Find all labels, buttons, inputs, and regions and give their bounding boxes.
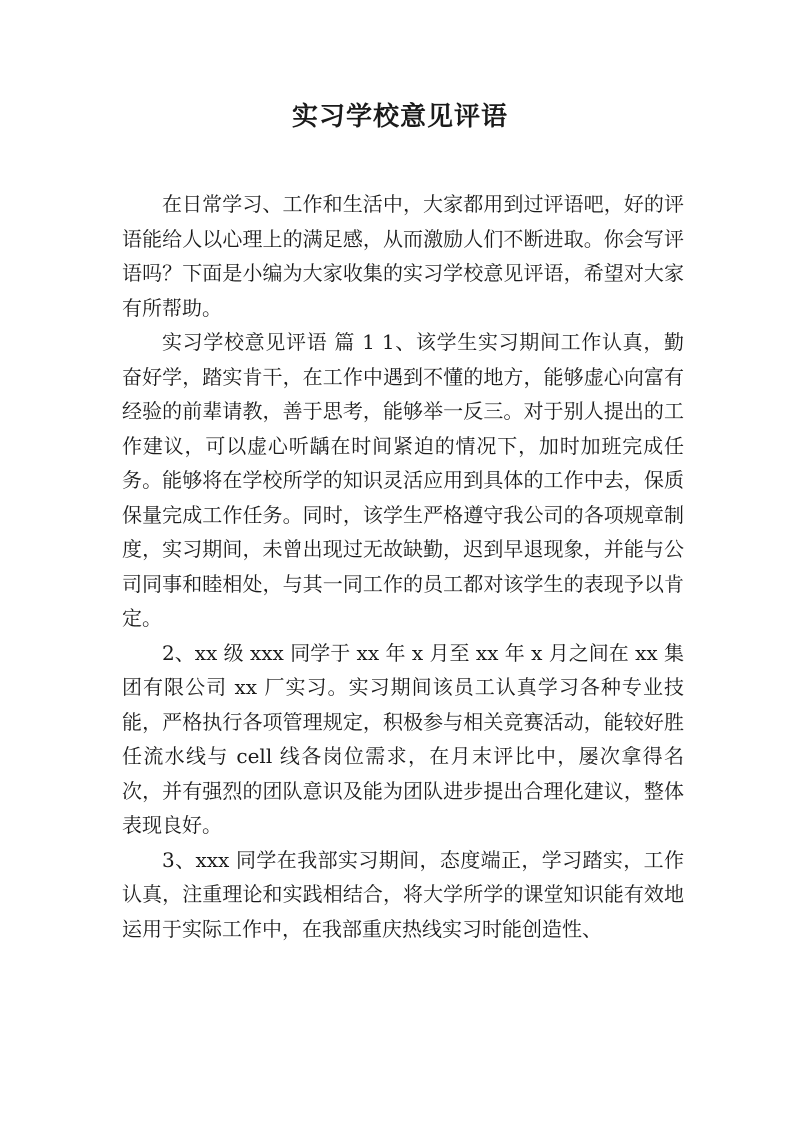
- paragraph-comment-3: 3、xxx 同学在我部实习期间，态度端正，学习踏实，工作认真，注重理论和实践相结合，将大学所学的课堂知识能有效地运用于实际工作中，在我部重庆热线实习时能创造性、: [122, 847, 684, 941]
- paragraph-comment-1: 实习学校意见评语 篇 1 1、该学生实习期间工作认真，勤奋好学，踏实肯干，在工作中遇到不懂的地方，能够虚心向富有经验的前辈请教，善于思考，能够举一反三。对于别人提出的工作建议，可以虚心听龋在时间紧迫的情况下，加时加班完成任务。能够将在学校所学的知识灵活应用到具体的工作中去，保质保量完成工作任务。同时，该学生严格遵守我公司的各项规章制度，实习期间，未曾出现过无故缺勤，迟到早退现象，并能与公司同事和睦相处，与其一同工作的员工都对该学生的表现予以肯定。: [122, 330, 684, 630]
- paragraph-comment-2: 2、xx 级 xxx 同学于 xx 年 x 月至 xx 年 x 月之间在 xx 集团有限公司 xx 厂实习。实习期间该员工认真学习各种专业技能，严格执行各项管理规定，积极参与相关竞赛活动，能较好胜任流水线与 cell 线各岗位需求，在月末评比中，屡次拿得名次，并有强烈的团队意识及能为团队进步提出合理化建议，整体表现良好。: [122, 640, 685, 837]
- document-title: 实习学校意见评语: [291, 102, 508, 132]
- document-body: [122, 187, 684, 946]
- paragraph-intro: 在日常学习、工作和生活中，大家都用到过评语吧，好的评语能给人以心理上的满足感，从而激励人们不断进取。你会写评语吗？下面是小编为大家收集的实习学校意见评语，希望对大家有所帮助。: [122, 192, 684, 320]
